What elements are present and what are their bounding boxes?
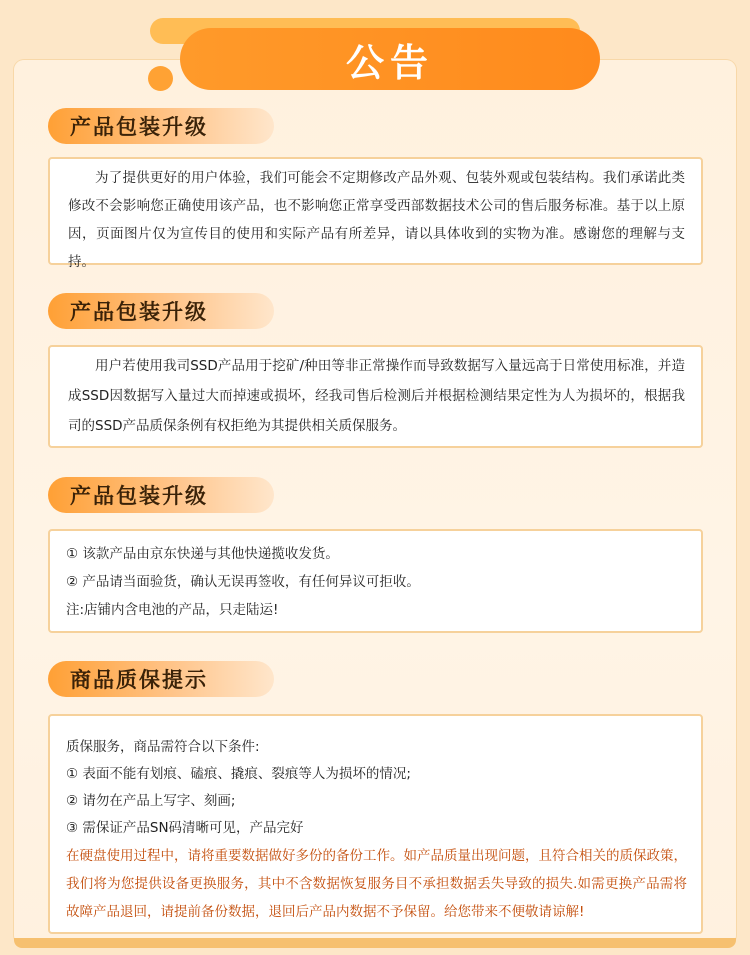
bottom-border <box>14 938 736 948</box>
packaging-notice-text: 为了提供更好的用户体验，我们可能会不定期修改产品外观、包装外观或包装结构。我们承诺此类修改不会影响您正确使用该产品，也不影响您正常享受西部数据技术公司的售后服务标准。基于以上原因，页面图片仅为宣传目的使用和实际产品有所差异，请以具体收到的实物为准。感谢您的理解与支持。 <box>68 170 685 270</box>
page-title: 公告 <box>345 40 434 85</box>
section-box-warranty <box>48 714 703 934</box>
warranty-line-4: ③ 需保证产品SN码清晰可见，产品完好 <box>66 820 304 836</box>
section-header-packaging-1: 产品包装升级 <box>48 108 274 144</box>
warranty-line-3: ② 请勿在产品上写字、刻画; <box>66 793 236 809</box>
section-box-shipping <box>48 529 703 633</box>
banner-decor-dot <box>148 66 173 91</box>
section-header-warranty: 商品质保提示 <box>48 661 274 697</box>
warranty-warning-text: 在硬盘使用过程中，请将重要数据做好多份的备份工作。如产品质量出现问题，且符合相关的质保政策，我们将为您提供设备更换服务，其中不含数据恢复服务目不承担数据丢失导致的损失.如需更换产品需将故障产品退回，请提前备份数据，退回后产品内数据不予保留。给您带来不便敬请谅解! <box>66 848 687 920</box>
ssd-usage-notice-text: 用户若使用我司SSD产品用于挖矿/种田等非正常操作而导致数据写入量远高于日常使用标准，并造成SSD因数据写入量过大而掉速或损坏，经我司售后检测后并根据检测结果定性为人为损坏的，根据我司的SSD产品质保条例有权拒绝为其提供相关质保服务。 <box>68 358 685 434</box>
shipping-line-2: ② 产品请当面验货，确认无误再签收，有任何异议可拒收。 <box>66 574 420 590</box>
warranty-line-1: 质保服务，商品需符合以下条件: <box>66 739 260 755</box>
shipping-line-3: 注:店铺内含电池的产品，只走陆运! <box>66 602 279 618</box>
section-box-packaging-1 <box>48 157 703 270</box>
section-header-packaging-3: 产品包装升级 <box>48 477 274 513</box>
shipping-line-1: ① 该款产品由京东快递与其他快递揽收发货。 <box>66 546 339 562</box>
section-header-packaging-2: 产品包装升级 <box>48 293 274 329</box>
warranty-line-2: ① 表面不能有划痕、磕痕、撬痕、裂痕等人为损坏的情况; <box>66 766 411 782</box>
section-box-packaging-2 <box>48 345 703 448</box>
